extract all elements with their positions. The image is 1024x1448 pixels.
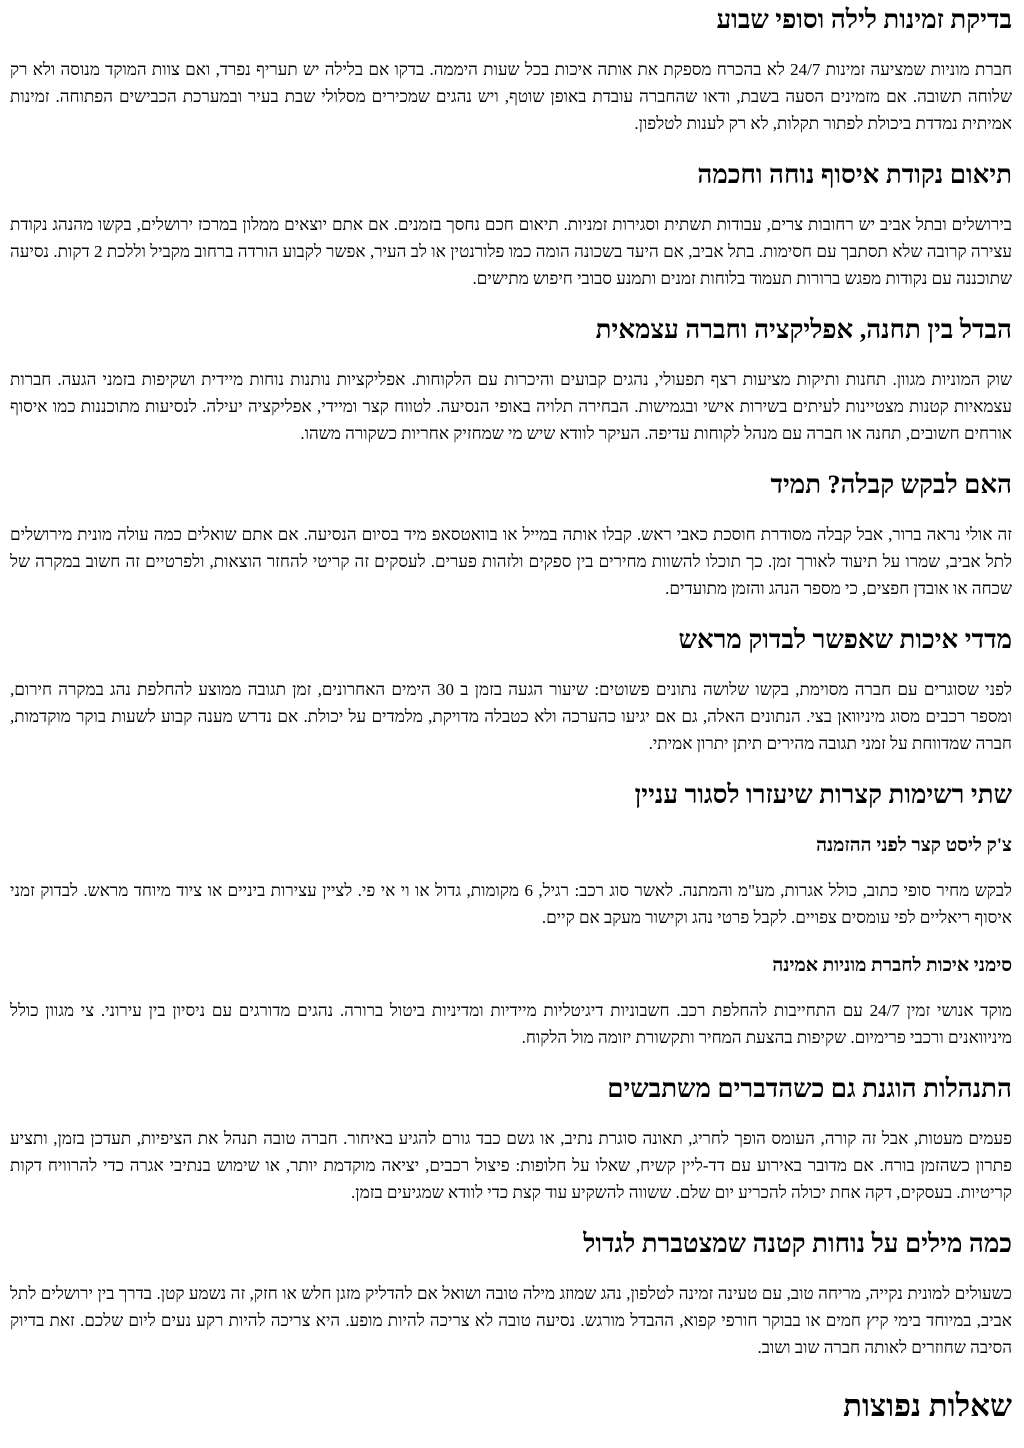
para-quality-metrics: לפני שסוגרים עם חברה מסוימת, בקשו שלושה נתונים פשוטים: שיעור הגעה בזמן ב 30 הימים האחרונים, זמן תגובה ממוצע להחלפת נהג במקרה חירום, ומספר רכבים מסוג מיניוואן בצי. הנתונים האלה, גם אם יגיעו כהערכה ולא כטבלה מדויקת, מלמדים על יכולת. אם נדרש מענה קבוע לשעות בוקר מוקדמות, חברה שמדווחת על זמני תגובה מהירים תיתן יתרון אמיתי. — [10, 680, 1012, 753]
heading-station-app-independent: הבדל בין תחנה, אפליקציה וחברה עצמאית — [595, 315, 1012, 344]
subheading-pre-order-checklist: צ'ק ליסט קצר לפני ההזמנה — [816, 835, 1012, 856]
heading-fair-conduct: התנהלות הוגנת גם כשהדברים משתבשים — [607, 1074, 1012, 1103]
heading-ask-for-receipt: האם לבקש קבלה? תמיד — [770, 470, 1012, 499]
heading-faq: שאלות נפוצות — [843, 1388, 1012, 1423]
heading-small-comforts: כמה מילים על נוחות קטנה שמצטברת לגדול — [583, 1229, 1012, 1258]
article-body — [10, 4, 1012, 1425]
heading-pickup-point-coordination: תיאום נקודת איסוף נוחה וחכמה — [697, 160, 1012, 189]
subheading-reliable-company-signs: סימני איכות לחברת מוניות אמינה — [772, 955, 1012, 976]
para-night-weekend-availability: חברת מוניות שמציעה זמינות 24/7 לא בהכרח מספקת את אותה איכות בכל שעות היממה. בדקו אם בלילה יש תעריף נפרד, ואם צוות המוקד מנוסה ולא רק שלוחה תשובה. אם מזמינים הסעה בשבת, ודאו שהחברה עובדת באופן שוטף, ויש נהגים שמכירים מסלולי שבת בעיר ובמערכת הכבישים הפתוחה. זמינות אמיתית נמדדת ביכולת לפתור תקלות, לא רק לענות לטלפון. — [10, 60, 1013, 133]
para-reliable-company-signs: מוקד אנושי זמין 24/7 עם התחייבות להחלפת רכב. חשבוניות דיגיטליות מיידיות ומדיניות ביטול ברורה. נהגים מדורגים עם ניסיון בין עירוני. צי מגוון כולל מיניוואנים ורכבי פרימיום. שקיפות בהצעת המחיר ותקשורת יזומה מול הלקוח. — [10, 1001, 1012, 1047]
para-fair-conduct: פעמים מעטות, אבל זה קורה, העומס הופך לחריג, תאונה סוגרת נתיב, או גשם כבד גורם להגיע באיחור. חברה טובה תנהל את הציפיות, תעדכן בזמן, ותציע פתרון כשהזמן בורח. אם מדובר באירוע עם דד-ליין קשיח, שאלו על חלופות: פיצול רכבים, יציאה מוקדמת יותר, או שימוש בנתיבי אגרה כדי להרוויח דקות קריטיות. בעסקים, דקה אחת יכולה להכריע יום שלם. ששווה להשקיע עוד קצת כדי לוודא שמגיעים בזמן. — [10, 1129, 1012, 1202]
para-station-app-independent: שוק המוניות מגוון. תחנות ותיקות מציעות רצף תפעולי, נהגים קבועים והיכרות עם הלקוחות. אפליקציות נותנות נוחות מיידית ושקיפות בזמני הגעה. חברות עצמאיות קטנות מצטיינות לעיתים בשירות אישי ובגמישות. הבחירה תלויה באופי הנסיעה. לטווח קצר ומיידי, אפליקציה יעילה. לנסיעות מתוכננות כמו איסוף אורחים חשובים, תחנה או חברה עם מנהל לקוחות עדיפה. העיקר לוודא שיש מי שמחזיק אחריות כשקורה משהו. — [10, 370, 1012, 443]
heading-two-short-lists: שתי רשימות קצרות שיעזרו לסגור עניין — [634, 780, 1012, 809]
para-ask-for-receipt: זה אולי נראה ברור, אבל קבלה מסודרת חוסכת כאבי ראש. קבלו אותה במייל או בוואטסאפ מיד בסיום הנסיעה. אם אתם שואלים כמה עולה מונית מירושלים לתל אביב, שמרו על תיעוד לאורך זמן. כך תוכלו להשוות מחירים בין ספקים ולזהות פערים. לעסקים זה קריטי להחזר הוצאות, ולפרטיים זה חשוב במקרה של שכחה או אובדן חפצים, כי מספר הנהג והזמן מתועדים. — [10, 525, 1012, 598]
heading-night-weekend-availability: בדיקת זמינות לילה וסופי שבוע — [716, 5, 1012, 34]
heading-quality-metrics: מדדי איכות שאפשר לבדוק מראש — [678, 625, 1012, 654]
para-pre-order-checklist: לבקש מחיר סופי כתוב, כולל אגרות, מע"מ והמתנה. לאשר סוג רכב: רגיל, 6 מקומות, גדול או וי אי פי. לציין עצירות ביניים או ציוד מיוחד מראש. לבדוק זמני איסוף ריאליים לפי עומסים צפויים. לקבל פרטי נהג וקישור מעקב אם קיים. — [10, 881, 1012, 927]
para-small-comforts: כשעולים למונית נקייה, מריחה טוב, עם טעינה זמינה לטלפון, נהג שמוזג מילה טובה ושואל אם להדליק מזגן חלש או חזק, זה נשמע קטן. בדרך בין ירושלים לתל אביב, במיוחד בימי קיץ חמים או בבוקר חורפי קפוא, ההבדל מורגש. נסיעה טובה לא צריכה להיות מופע. היא צריכה להיות רקע נעים ליום שלכם. זאת בדיוק הסיבה שחוזרים לאותה חברה שוב ושוב. — [10, 1284, 1012, 1357]
para-pickup-point-coordination: בירושלים ובתל אביב יש רחובות צרים, עבודות תשתית וסגירות זמניות. תיאום חכם נחסך בזמנים. אם אתם יוצאים ממלון במרכז ירושלים, בקשו מהנהג נקודת עצירה קרובה שלא תסתבך עם חסימות. בתל אביב, אם היעד בשכונה הומה כמו פלורנטין או לב העיר, אפשר לקבוע הורדה ברחוב מקביל וללכת 2 דקות. נסיעה שתוכננה עם נקודות מפגש ברורות תעמוד בלוחות זמנים ותמנע סבובי חיפוש מתישים. — [10, 215, 1013, 288]
